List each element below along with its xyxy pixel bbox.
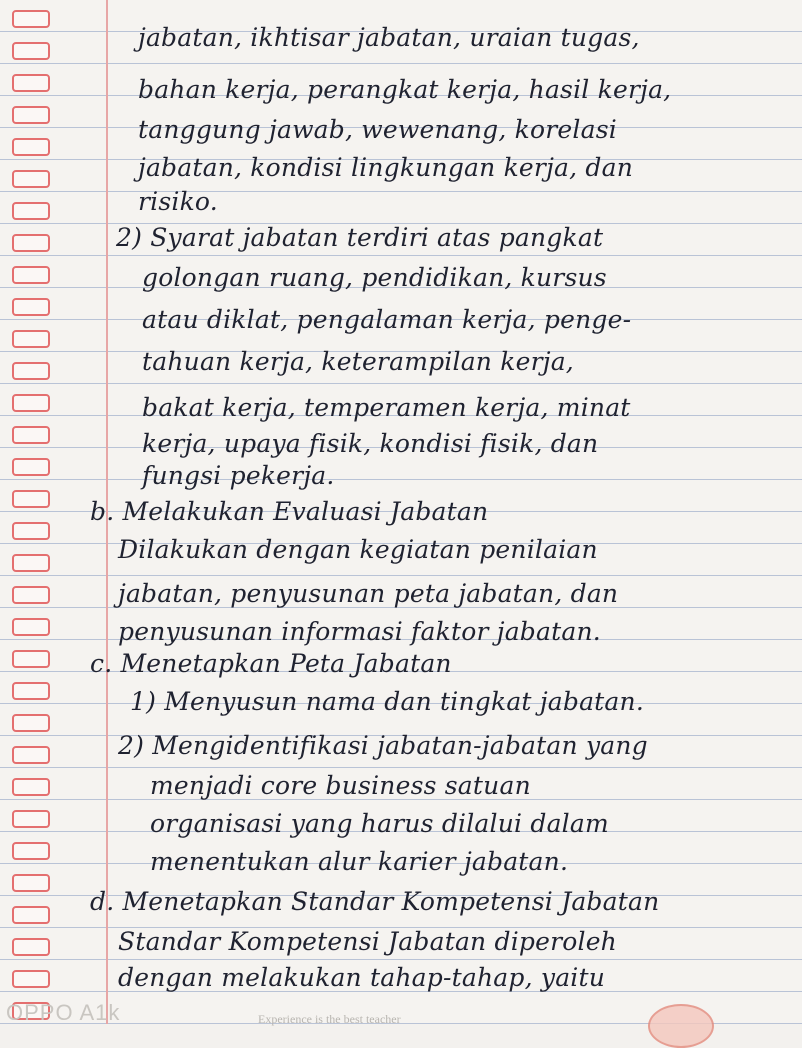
binder-hole — [12, 810, 50, 828]
binder-hole — [12, 778, 50, 796]
text-line: kerja, upaya fisik, kondisi fisik, dan — [142, 429, 599, 458]
text-line: jabatan, ikhtisar jabatan, uraian tugas, — [138, 23, 640, 52]
binder-hole — [12, 106, 50, 124]
camera-watermark: OPPO A1k — [6, 1000, 121, 1025]
binder-hole — [12, 746, 50, 764]
binder-hole — [12, 522, 50, 540]
binder-hole — [12, 938, 50, 956]
binder-hole — [12, 842, 50, 860]
binder-hole — [12, 586, 50, 604]
binder-hole — [12, 266, 50, 284]
binder-hole — [12, 170, 50, 188]
text-line: menentukan alur karier jabatan. — [150, 847, 569, 876]
binder-hole — [12, 618, 50, 636]
binder-hole — [12, 330, 50, 348]
footer-print: Experience is the best teacher — [258, 1012, 401, 1026]
binder-hole — [12, 650, 50, 668]
text-line: jabatan, kondisi lingkungan kerja, dan — [138, 153, 634, 182]
text-line: penyusunan informasi faktor jabatan. — [118, 617, 601, 646]
binder-hole — [12, 714, 50, 732]
binder-hole — [12, 298, 50, 316]
binder-hole — [12, 202, 50, 220]
binder-hole — [12, 42, 50, 60]
binder-hole — [12, 426, 50, 444]
text-line: menjadi core business satuan — [150, 771, 531, 800]
text-line: Dilakukan dengan kegiatan penilaian — [118, 535, 598, 564]
section-heading: b. Melakukan Evaluasi Jabatan — [90, 497, 489, 526]
binder-hole — [12, 138, 50, 156]
text-line: tanggung jawab, wewenang, korelasi — [138, 115, 617, 144]
binder-hole — [12, 906, 50, 924]
text-line: fungsi pekerja. — [142, 461, 335, 490]
binder-hole — [12, 554, 50, 572]
stamp-mark — [648, 1004, 714, 1048]
text-line: 2) Syarat jabatan terdiri atas pangkat — [116, 223, 604, 252]
text-line: organisasi yang harus dilalui dalam — [150, 809, 609, 838]
binder-hole — [12, 682, 50, 700]
section-heading: d. Menetapkan Standar Kompetensi Jabatan — [90, 887, 660, 916]
binder-hole — [12, 10, 50, 28]
binder-hole — [12, 874, 50, 892]
binder-hole — [12, 74, 50, 92]
text-line: atau diklat, pengalaman kerja, penge- — [142, 305, 632, 334]
text-line: tahuan kerja, keterampilan kerja, — [142, 347, 574, 376]
binder-holes — [0, 0, 62, 1024]
binder-hole — [12, 234, 50, 252]
binder-hole — [12, 394, 50, 412]
text-line: bahan kerja, perangkat kerja, hasil kerja, — [138, 75, 672, 104]
text-line: golongan ruang, pendidikan, kursus — [142, 263, 607, 292]
text-line: Standar Kompetensi Jabatan diperoleh — [118, 927, 617, 956]
binder-hole — [12, 490, 50, 508]
text-line: bakat kerja, temperamen kerja, minat — [142, 393, 631, 422]
text-line: 2) Mengidentifikasi jabatan-jabatan yang — [118, 731, 648, 760]
text-line: jabatan, penyusunan peta jabatan, dan — [118, 579, 619, 608]
text-line: risiko. — [138, 187, 218, 216]
text-line: dengan melakukan tahap-tahap, yaitu — [118, 963, 606, 992]
binder-hole — [12, 970, 50, 988]
binder-hole — [12, 458, 50, 476]
binder-hole — [12, 362, 50, 380]
text-line: 1) Menyusun nama dan tingkat jabatan. — [130, 687, 644, 716]
section-heading: c. Menetapkan Peta Jabatan — [90, 649, 452, 678]
